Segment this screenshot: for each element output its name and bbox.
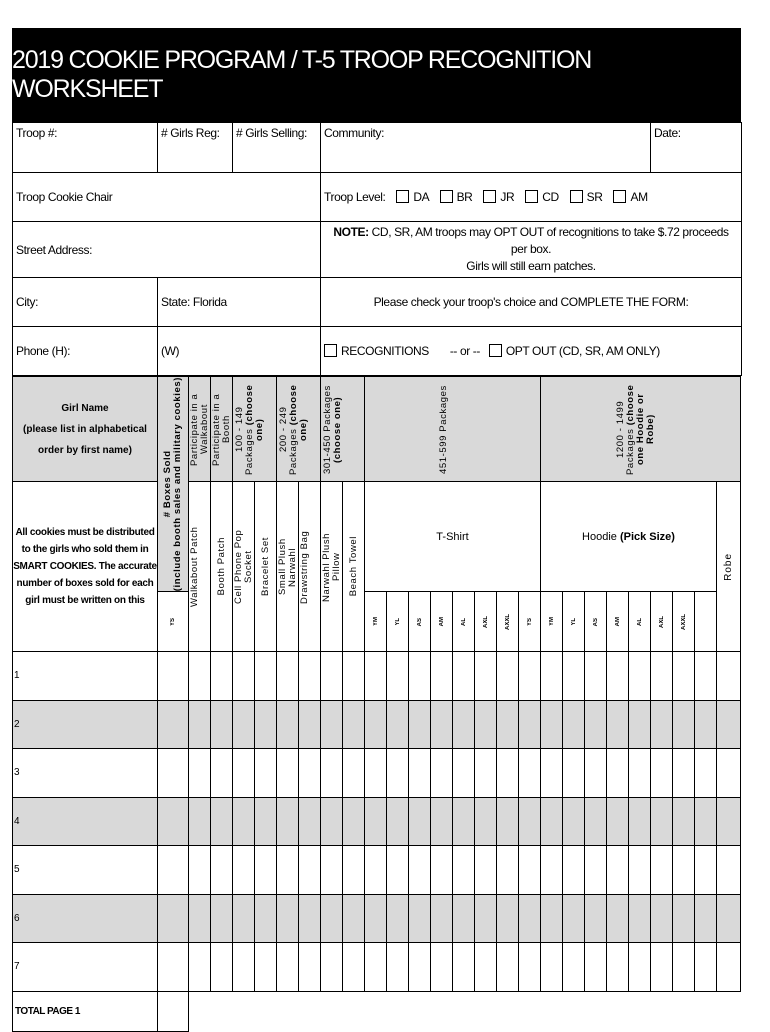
entry-cell[interactable] [299,943,321,992]
level-sr: SR [586,190,603,204]
entry-cell[interactable] [321,700,343,749]
entry-cell[interactable] [211,749,233,798]
entry-cell[interactable] [541,700,563,749]
entry-cell[interactable] [321,797,343,846]
entry-cell[interactable] [343,700,365,749]
entry-cell[interactable] [299,700,321,749]
entry-cell[interactable] [519,943,541,992]
entry-cell[interactable] [475,749,497,798]
hoodie-size-am: AM [607,592,629,652]
entry-cell[interactable] [189,797,211,846]
entry-cell[interactable] [695,749,717,798]
entry-cell[interactable] [277,846,299,895]
entry-cell[interactable] [387,846,409,895]
recognition-choice-row [321,327,742,376]
table-row [13,652,741,701]
drawstring-header: Drawstring Bag [299,482,321,652]
entry-cell[interactable] [343,894,365,943]
entry-cell[interactable] [563,652,585,701]
table-row [13,894,741,943]
entry-cell[interactable] [189,943,211,992]
entry-cell[interactable] [717,943,741,992]
entry-cell[interactable] [233,700,255,749]
checkbox-jr[interactable] [483,190,496,203]
checkbox-recognitions[interactable] [324,344,337,357]
girl-name-cell[interactable]: 7 [13,943,158,992]
entry-cell[interactable] [255,943,277,992]
entry-cell[interactable] [673,894,695,943]
entry-cell[interactable] [607,846,629,895]
entry-cell[interactable] [717,846,741,895]
entry-cell[interactable] [255,749,277,798]
entry-cell[interactable] [158,749,189,798]
entry-cell[interactable] [409,846,431,895]
checkbox-sr[interactable] [570,190,583,203]
cell-phone-header: Cell Phone Pop Socket [233,482,255,652]
entry-cell[interactable] [673,652,695,701]
tshirt-size-axl: AXL [475,592,497,652]
or-label: -- or -- [449,344,480,358]
entry-cell[interactable] [651,846,673,895]
tier-1200-header [541,377,741,482]
hoodie-size-yl: YL [563,592,585,652]
tier-100-header [233,377,277,482]
entry-cell[interactable] [255,894,277,943]
entry-cell[interactable] [607,943,629,992]
recognition-grid [12,376,741,1032]
entry-cell[interactable] [475,700,497,749]
community-field[interactable]: Community: [321,123,651,173]
entry-cell[interactable] [299,797,321,846]
entry-cell[interactable] [431,652,453,701]
hoodie-pick-size: (Pick Size) [619,530,675,543]
entry-cell[interactable] [519,894,541,943]
table-row [13,846,741,895]
hoodie-size-ys: YS [519,592,541,652]
entry-cell[interactable] [431,749,453,798]
entry-cell[interactable] [409,894,431,943]
entry-cell[interactable] [343,749,365,798]
entry-cell[interactable] [387,797,409,846]
entry-cell[interactable] [387,700,409,749]
beach-towel-header: Beach Towel [343,482,365,652]
entry-cell[interactable] [453,894,475,943]
total-label: TOTAL PAGE 1 [13,991,158,1031]
level-cd: CD [542,190,559,204]
entry-cell[interactable] [453,652,475,701]
table-row [13,943,741,992]
entry-cell[interactable] [629,894,651,943]
tshirt-header: T-Shirt [365,482,541,592]
narwahl-pillow-header: Narwahl Plush Pillow [321,482,343,652]
note-line2: Girls will still earn patches. [466,259,596,273]
entry-cell[interactable] [365,846,387,895]
entry-cell[interactable] [453,797,475,846]
entry-cell[interactable] [189,894,211,943]
entry-cell[interactable] [673,700,695,749]
table-row [13,700,741,749]
total-row [13,991,741,1031]
entry-cell[interactable] [497,797,519,846]
distribution-note: All cookies must be distributed to the girls who sold them in SMART COOKIES. The accurate number of boxes sold for each girl must be written on this [13,482,158,652]
entry-cell[interactable] [651,894,673,943]
entry-cell[interactable] [607,652,629,701]
entry-cell[interactable] [673,749,695,798]
entry-cell[interactable] [607,797,629,846]
entry-cell[interactable] [541,846,563,895]
entry-cell[interactable] [717,797,741,846]
entry-cell[interactable] [189,700,211,749]
entry-cell[interactable] [497,700,519,749]
entry-cell[interactable] [277,652,299,701]
entry-cell[interactable] [629,846,651,895]
hoodie-header [541,482,717,592]
entry-cell[interactable] [387,943,409,992]
note-label: NOTE: [333,225,369,239]
entry-cell[interactable] [585,749,607,798]
entry-cell[interactable] [299,749,321,798]
entry-cell[interactable] [673,846,695,895]
tshirt-size-am: AM [431,592,453,652]
entry-cell[interactable] [431,846,453,895]
entry-cell[interactable] [563,797,585,846]
entry-cell[interactable] [717,652,741,701]
tier-200-choose: (choose one) [287,383,309,441]
entry-cell[interactable] [211,894,233,943]
entry-cell[interactable] [475,652,497,701]
girl-name-cell[interactable]: 1 [13,652,158,701]
date-field[interactable]: Date: [651,123,742,173]
entry-cell[interactable] [233,749,255,798]
entry-cell[interactable] [541,894,563,943]
entry-cell[interactable] [189,749,211,798]
entry-cell[interactable] [299,846,321,895]
entry-cell[interactable] [158,652,189,701]
table-row [13,749,741,798]
entry-cell[interactable] [717,894,741,943]
girl-name-line-2: (please list in alphabetical [23,423,147,435]
entry-cell[interactable] [453,700,475,749]
entry-cell[interactable] [673,943,695,992]
entry-cell[interactable] [585,846,607,895]
bracelet-header: Bracelet Set [255,482,277,652]
entry-cell[interactable] [695,943,717,992]
entry-cell[interactable] [519,846,541,895]
entry-cell[interactable] [519,700,541,749]
hoodie-label: Hoodie [582,530,620,543]
entry-cell[interactable] [695,652,717,701]
tier-200-label: 200 - 249 Packages [277,406,299,475]
entry-cell[interactable] [497,652,519,701]
entry-cell[interactable] [651,749,673,798]
entry-cell[interactable] [519,749,541,798]
opt-out-note [321,222,742,278]
street-address-field[interactable]: Street Address: [13,222,321,278]
tshirt-size-al: AL [453,592,475,652]
entry-cell[interactable] [158,797,189,846]
entry-cell[interactable] [233,797,255,846]
troop-info-table [12,122,742,376]
entry-cell[interactable] [497,894,519,943]
girl-name-cell[interactable]: 4 [13,797,158,846]
entry-cell[interactable] [563,749,585,798]
entry-cell[interactable] [541,652,563,701]
entry-cell[interactable] [277,943,299,992]
tier-301-label: 301-450 Packages [321,384,333,474]
entry-cell[interactable] [629,797,651,846]
tshirt-size-yl: YL [387,592,409,652]
tier-301-header [321,377,365,482]
entry-cell[interactable] [475,846,497,895]
entry-cell[interactable] [475,894,497,943]
entry-cell[interactable] [585,652,607,701]
entry-cell[interactable] [431,943,453,992]
entry-cell[interactable] [629,749,651,798]
entry-cell[interactable] [585,797,607,846]
boxes-sold-line-2: (include booth sales and military cookies) [172,377,183,592]
entry-cell[interactable] [695,894,717,943]
entry-cell[interactable] [409,749,431,798]
total-row-filler [189,991,741,1031]
tshirt-size-as: AS [409,592,431,652]
entry-cell[interactable] [607,894,629,943]
opt-out-label: OPT OUT (CD, SR, AM ONLY) [505,344,660,358]
entry-cell[interactable] [365,894,387,943]
note-text: CD, SR, AM troops may OPT OUT of recognitions to take $.72 proceeds per box. [368,225,729,256]
entry-cell[interactable] [255,797,277,846]
entry-cell[interactable] [541,943,563,992]
entry-cell[interactable] [321,749,343,798]
entry-cell[interactable] [453,749,475,798]
entry-cell[interactable] [497,749,519,798]
entry-cell[interactable] [541,797,563,846]
hoodie-size-axxl: AXXL [673,592,695,652]
checkbox-cd[interactable] [525,190,538,203]
walkabout-patch-header: Walkabout Patch [189,482,211,652]
entry-cell[interactable] [158,700,189,749]
entry-cell[interactable] [365,652,387,701]
entry-cell[interactable] [563,894,585,943]
tier-451-header: 451-599 Packages [365,377,541,482]
level-am: AM [630,190,648,204]
boxes-sold-header [158,377,189,592]
entry-cell[interactable] [387,894,409,943]
entry-cell[interactable] [695,846,717,895]
phone-home-field[interactable]: Phone (H): [13,327,158,376]
entry-cell[interactable] [585,943,607,992]
entry-cell[interactable] [321,943,343,992]
booth-header: Participate in a Booth [211,377,233,482]
total-boxes-cell[interactable] [158,991,189,1031]
tier-100-label: 100 - 149 Packages [233,406,255,475]
entry-cell[interactable] [211,652,233,701]
entry-cell[interactable] [695,797,717,846]
entry-cell[interactable] [189,652,211,701]
entry-cell[interactable] [607,749,629,798]
plush-header: Small Plush Narwahl [277,482,299,652]
entry-cell[interactable] [431,894,453,943]
girls-registered-field[interactable]: # Girls Reg: [158,123,233,173]
entry-cell[interactable] [585,700,607,749]
tier-1200-choose: (choose one Hoodie or Robe) [624,383,656,465]
entry-cell[interactable] [158,846,189,895]
checkbox-opt-out[interactable] [489,344,502,357]
entry-cell[interactable] [365,943,387,992]
entry-cell[interactable] [255,652,277,701]
recognitions-label: RECOGNITIONS [341,344,429,358]
entry-cell[interactable] [158,894,189,943]
girls-selling-field[interactable]: # Girls Selling: [233,123,321,173]
entry-cell[interactable] [563,700,585,749]
cookie-chair-field[interactable]: Troop Cookie Chair [13,173,321,222]
entry-cell[interactable] [519,797,541,846]
girl-name-cell[interactable]: 5 [13,846,158,895]
phone-work-field[interactable]: (W) [158,327,321,376]
entry-cell[interactable] [211,700,233,749]
girl-name-line-1: Girl Name [61,402,109,414]
table-row [13,797,741,846]
entry-cell[interactable] [651,700,673,749]
entry-cell[interactable] [541,749,563,798]
level-da: DA [413,190,429,204]
entry-cell[interactable] [211,846,233,895]
girl-name-cell[interactable]: 6 [13,894,158,943]
entry-cell[interactable] [321,846,343,895]
entry-cell[interactable] [431,797,453,846]
tshirt-size-ys: YS [158,592,189,652]
entry-cell[interactable] [255,846,277,895]
hoodie-size-ym: YM [541,592,563,652]
entry-cell[interactable] [673,797,695,846]
entry-cell[interactable] [475,943,497,992]
entry-cell[interactable] [299,652,321,701]
level-jr: JR [500,190,515,204]
entry-cell[interactable] [255,700,277,749]
hoodie-size-axl: AXL [651,592,673,652]
troop-number-field[interactable]: Troop #: [13,123,158,173]
entry-cell[interactable] [233,943,255,992]
entry-cell[interactable] [189,846,211,895]
city-field[interactable]: City: [13,278,158,327]
checkbox-am[interactable] [613,190,626,203]
walkabout-header: Participate in a Walkabout [189,377,211,482]
entry-cell[interactable] [387,749,409,798]
entry-cell[interactable] [409,797,431,846]
entry-cell[interactable] [453,943,475,992]
entry-cell[interactable] [497,943,519,992]
girl-name-header [13,377,158,482]
tshirt-size-ym: YM [365,592,387,652]
entry-cell[interactable] [211,943,233,992]
page-title: 2019 COOKIE PROGRAM / T-5 TROOP RECOGNITION WORKSHEET [12,28,741,122]
checkbox-da[interactable] [396,190,409,203]
entry-cell[interactable] [277,797,299,846]
entry-cell[interactable] [233,652,255,701]
entry-cell[interactable] [321,652,343,701]
troop-level-label: Troop Level: [324,190,386,204]
entry-cell[interactable] [497,846,519,895]
entry-cell[interactable] [453,846,475,895]
entry-cell[interactable] [343,797,365,846]
entry-cell[interactable] [409,943,431,992]
girl-name-cell[interactable]: 3 [13,749,158,798]
entry-cell[interactable] [563,846,585,895]
entry-cell[interactable] [233,846,255,895]
entry-cell[interactable] [233,894,255,943]
tier-301-choose: (choose one) [331,395,343,463]
entry-cell[interactable] [365,797,387,846]
entry-cell[interactable] [629,652,651,701]
booth-patch-header: Booth Patch [211,482,233,652]
entry-cell[interactable] [519,652,541,701]
entry-cell[interactable] [651,652,673,701]
form-instruction: Please check your troop's choice and COMPLETE THE FORM: [321,278,742,327]
entry-cell[interactable] [475,797,497,846]
entry-cell[interactable] [629,700,651,749]
entry-cell[interactable] [717,749,741,798]
level-br: BR [456,190,473,204]
entry-cell[interactable] [343,943,365,992]
girl-name-cell[interactable]: 2 [13,700,158,749]
entry-cell[interactable] [563,943,585,992]
entry-cell[interactable] [299,894,321,943]
entry-cell[interactable] [409,700,431,749]
entry-cell[interactable] [717,700,741,749]
worksheet [12,28,741,1032]
entry-cell[interactable] [387,652,409,701]
entry-cell[interactable] [343,652,365,701]
entry-cell[interactable] [409,652,431,701]
entry-cell[interactable] [651,797,673,846]
checkbox-br[interactable] [440,190,453,203]
boxes-sold-line-1: # Boxes Sold [162,450,173,518]
entry-cell[interactable] [431,700,453,749]
entry-cell[interactable] [585,894,607,943]
hoodie-size-al: AL [629,592,651,652]
entry-cell[interactable] [277,700,299,749]
tier-200-header [277,377,321,482]
entry-cell[interactable] [365,749,387,798]
entry-cell[interactable] [695,700,717,749]
entry-cell[interactable] [629,943,651,992]
tshirt-size-axxl: AXXL [497,592,519,652]
hoodie-size-as: AS [585,592,607,652]
robe-header: Robe [717,482,741,652]
entry-cell[interactable] [343,846,365,895]
entry-cell[interactable] [277,749,299,798]
entry-cell[interactable] [607,700,629,749]
entry-cell[interactable] [211,797,233,846]
entry-cell[interactable] [365,700,387,749]
tier-1200-label: 1200 - 1499 Packages [614,400,636,475]
tier-100-choose: (choose one) [243,383,265,441]
entry-cell[interactable] [651,943,673,992]
entry-cell[interactable] [158,943,189,992]
state-field: State: Florida [158,278,321,327]
entry-cell[interactable] [321,894,343,943]
girl-name-line-3: order by first name) [38,444,132,456]
entry-cell[interactable] [277,894,299,943]
troop-level-row [321,173,742,222]
